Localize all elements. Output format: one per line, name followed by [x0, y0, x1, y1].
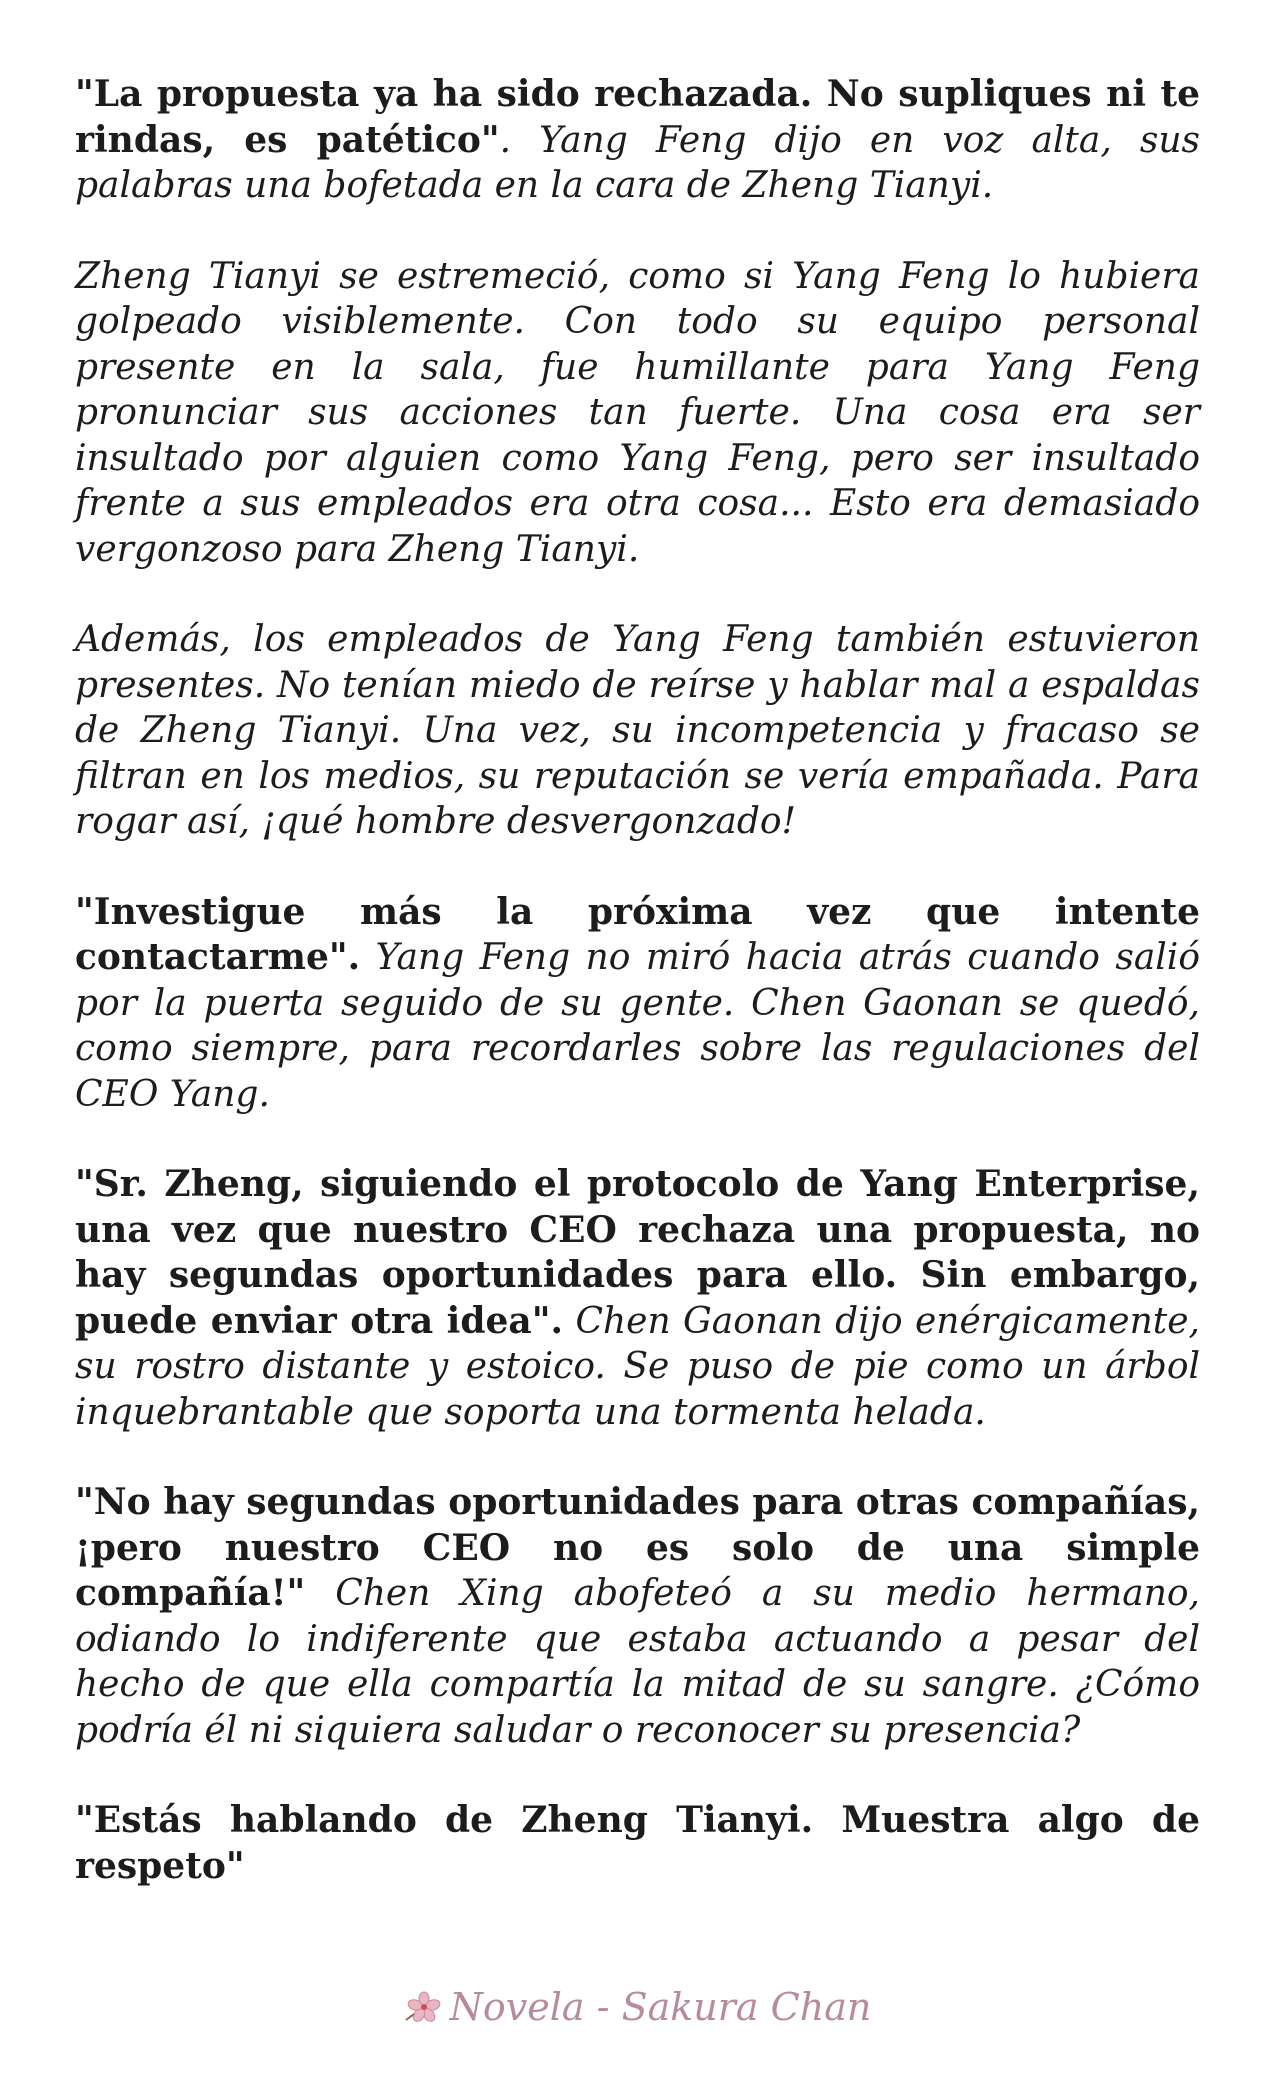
dialogue-text: "Sr. Zheng, siguiendo el protocolo de Yang Enterprise, una vez que nuestro CEO rechaza una propuesta, no hay segundas oportunidades para ello. Sin embargo, puede enviar otra idea". — [75, 1163, 1200, 1342]
paragraph-5 — [75, 1162, 1200, 1435]
paragraph-2 — [75, 254, 1200, 573]
narration-text: . Yang Feng dijo en voz alta, sus palabras una bofetada en la cara de Zheng Tianyi. — [75, 119, 1200, 206]
paragraph-4 — [75, 890, 1200, 1118]
paragraph-7 — [75, 1798, 1200, 1889]
dialogue-text: "La propuesta ya ha sido rechazada. No supliques ni te rindas, es patético" — [75, 73, 1200, 161]
watermark-text: Novela - Sakura Chan — [449, 1985, 872, 2029]
narration-text: Zheng Tianyi se estremeció, como si Yang Feng lo hubiera golpeado visiblemente. Con todo su equipo personal presente en la sala, fue humillante para Yang Feng pronunciar sus acciones tan fuerte. Una cosa era ser insultado por alguien como Yang Feng, pero ser insultado frente a sus empleados era otra cosa... Esto era demasiado vergonzoso para Zheng Tianyi. — [75, 255, 1200, 570]
narration-text: Además, los empleados de Yang Feng también estuvieron presentes. No tenían miedo de reírse y hablar mal a espaldas de Zheng Tianyi. Una vez, su incompetencia y fracaso se filtran en los medios, su reputación se vería empañada. Para rogar así, ¡qué hombre desvergonzado! — [75, 619, 1200, 842]
dialogue-text: "Estás hablando de Zheng Tianyi. Muestra algo de respeto" — [75, 1799, 1200, 1887]
watermark-footer — [0, 1985, 1275, 2029]
sakura-flower-icon — [404, 1989, 444, 2023]
paragraph-6 — [75, 1480, 1200, 1753]
narration-text: Chen Xing abofeteó a su medio hermano, odiando lo indiferente que estaba actuando a pesar del hecho de que ella compartía la mitad de su sangre. ¿Cómo podría él ni siquiera saludar o reconocer su presencia? — [75, 1573, 1200, 1751]
dialogue-text: "No hay segundas oportunidades para otras compañías, ¡pero nuestro CEO no es solo de una simple compañía!" — [75, 1481, 1200, 1614]
paragraph-1 — [75, 72, 1200, 209]
paragraph-3 — [75, 617, 1200, 845]
narration-text: Yang Feng no miró hacia atrás cuando salió por la puerta seguido de su gente. Chen Gaonan se quedó, como siempre, para recordarles sobre las regulaciones del CEO Yang. — [75, 937, 1200, 1115]
narration-text: Chen Gaonan dijo enérgicamente, su rostro distante y estoico. Se puso de pie como un árbol inquebrantable que soporta una tormenta helada. — [75, 1300, 1200, 1433]
document-body — [75, 72, 1200, 1934]
dialogue-text: "Investigue más la próxima vez que intente contactarme". — [75, 890, 1200, 978]
